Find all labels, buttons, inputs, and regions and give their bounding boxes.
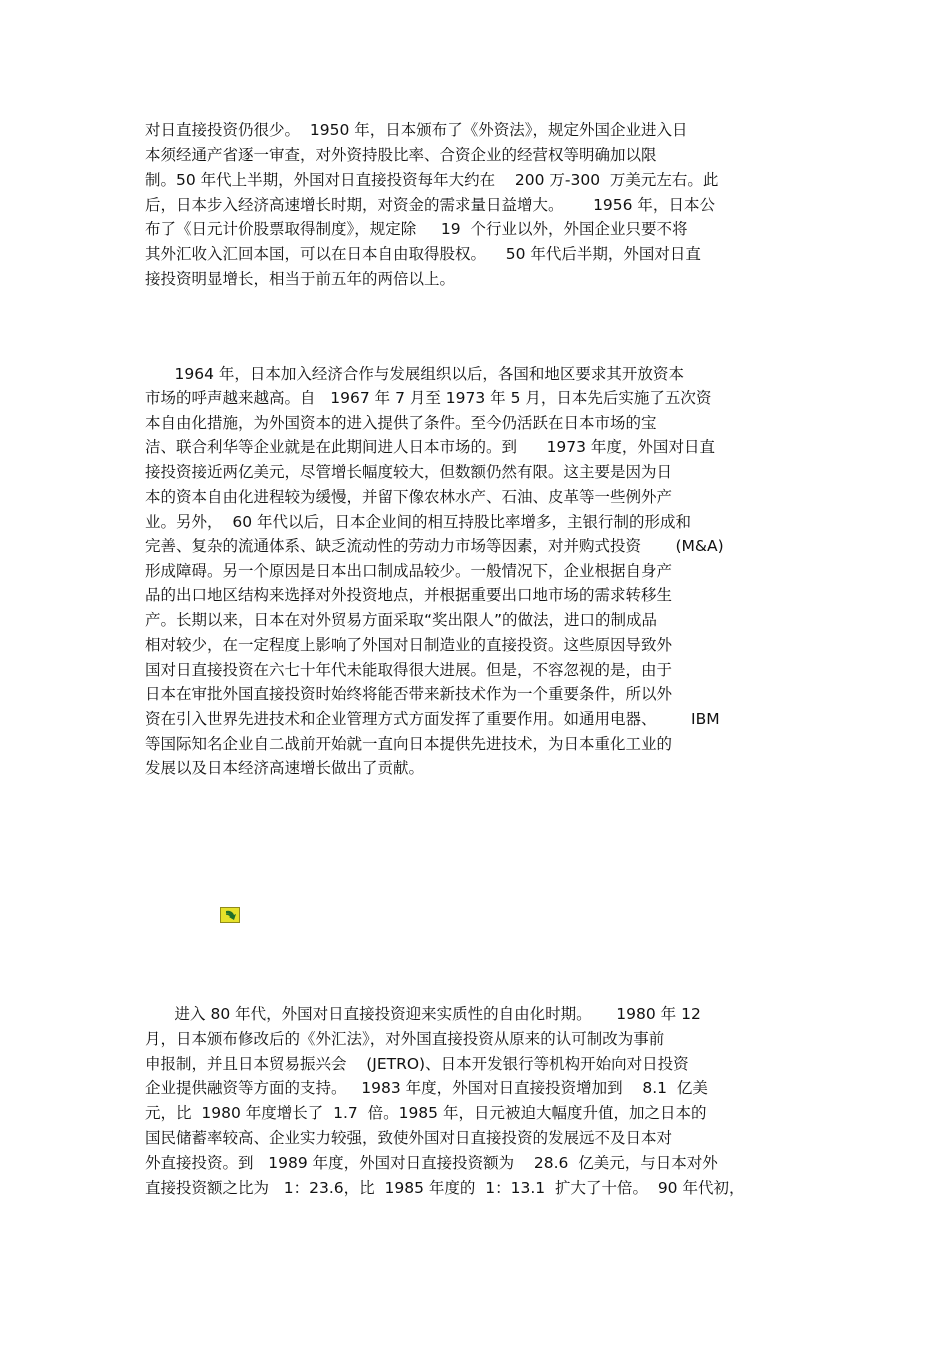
text-line: 1964 年，日本加入经济合作与发展组织以后，各国和地区要求其开放资本 [145,365,684,383]
text-line: 完善、复杂的流通体系、缺乏流动性的劳动力市场等因素，对并购式投资 (M&A) [145,537,724,555]
text-line: 资在引入世界先进技术和企业管理方式方面发挥了重要作用。如通用电器、 IBM [145,710,720,728]
text-line: 外直接投资。到 1989 年度，外国对日直接投资额为 28.6 亿美元，与日本对外 [145,1154,718,1172]
text-line: 元，比 1980 年度增长了 1.7 倍。1985 年，日元被迫大幅度升值，加之日本的 [145,1104,707,1122]
text-line: 等国际知名企业自二战前开始就一直向日本提供先进技术，为日本重化工业的 [145,735,673,753]
text-line: 对日直接投资仍很少。 1950 年，日本颁布了《外资法》，规定外国企业进入日 [145,121,688,139]
play-arrow-icon[interactable] [220,907,240,923]
text-line: 相对较少，在一定程度上影响了外国对日制造业的直接投资。这些原因导致外 [145,636,673,654]
text-line: 直接投资额之比为 1：23.6，比 1985 年度的 1：13.1 扩大了十倍。 90 年代初， [145,1179,745,1197]
text-line: 布了《日元计价股票取得制度》，规定除 19 个行业以外，外国企业只要不将 [145,220,688,238]
text-line: 本自由化措施，为外国资本的进入提供了条件。至今仍活跃在日本市场的宝 [145,414,657,432]
text-line: 发展以及日本经济高速增长做出了贡献。 [145,759,425,777]
text-line: 洁、联合利华等企业就是在此期间进人日本市场的。到 1973 年度，外国对日直 [145,438,715,456]
text-line: 后，日本步入经济高速增长时期，对资金的需求量日益增大。 1956 年，日本公 [145,196,715,214]
text-line: 形成障碍。另一个原因是日本出口制成品较少。一般情况下，企业根据自身产 [145,562,673,580]
text-line: 市场的呼声越来越高。自 1967 年 7 月至 1973 年 5 月，日本先后实施了五次资 [145,389,712,407]
text-line: 月，日本颁布修改后的《外汇法》，对外国直接投资从原来的认可制改为事前 [145,1030,665,1048]
text-line: 接投资接近两亿美元，尽管增长幅度较大，但数额仍然有限。这主要是因为日 [145,463,673,481]
text-line: 品的出口地区结构来选择对外投资地点，并根据重要出口地市场的需求转移生 [145,586,673,604]
text-line: 本须经通产省逐一审查，对外资持股比率、合资企业的经营权等明确加以限 [145,146,657,164]
text-line: 业。另外， 60 年代以后，日本企业间的相互持股比率增多，主银行制的形成和 [145,513,692,531]
text-line: 日本在审批外国直接投资时始终将能否带来新技术作为一个重要条件，所以外 [145,685,673,703]
text-line: 其外汇收入汇回本国，可以在日本自由取得股权。 50 年代后半期，外国对日直 [145,245,701,263]
text-line: 企业提供融资等方面的支持。 1983 年度，外国对日直接投资增加到 8.1 亿美 [145,1079,708,1097]
text-line: 本的资本自由化进程较为缓慢，并留下像农林水产、石油、皮革等一些例外产 [145,488,673,506]
text-line: 国民储蓄率较高、企业实力较强，致使外国对日直接投资的发展远不及日本对 [145,1129,673,1147]
text-line: 申报制，并且日本贸易振兴会 (JETRO)、日本开发银行等机构开始向对日投资 [145,1055,689,1073]
text-line: 产。长期以来，日本在对外贸易方面采取“奖出限人”的做法，进口的制成品 [145,611,658,629]
text-line: 制。50 年代上半期，外国对日直接投资每年大约在 200 万-300 万美元左右。此 [145,171,719,189]
text-line: 国对日直接投资在六七十年代未能取得很大进展。但是，不容忽视的是，由于 [145,661,673,679]
text-line: 进入 80 年代，外国对日直接投资迎来实质性的自由化时期。 1980 年 12 [145,1005,701,1023]
text-line: 接投资明显增长，相当于前五年的两倍以上。 [145,270,456,288]
